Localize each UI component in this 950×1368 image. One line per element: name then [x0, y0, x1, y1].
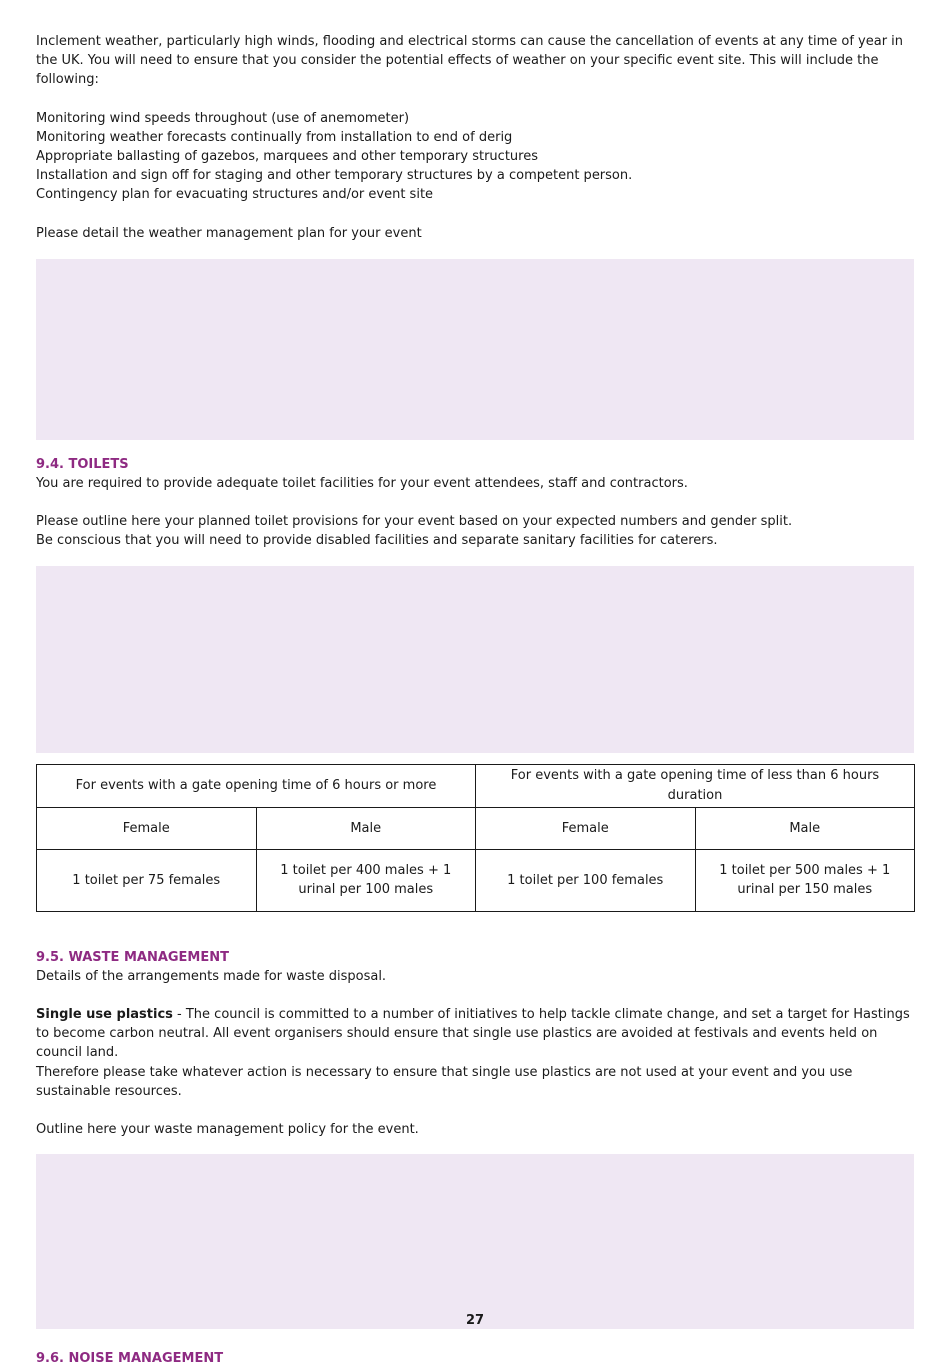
waste-plastics-paragraph — [36, 1005, 914, 1063]
table-cell: 1 toilet per 75 females — [37, 849, 257, 911]
weather-plan-field[interactable] — [36, 259, 914, 440]
table-group-header: For events with a gate opening time of less than 6 hours duration — [476, 764, 915, 807]
waste-intro: Details of the arrangements made for waste disposal. — [36, 968, 387, 984]
noise-heading: 9.6. NOISE MANAGEMENT — [36, 1351, 224, 1367]
table-cell: 1 toilet per 500 males + 1 urinal per 150 males — [695, 849, 915, 911]
table-row — [37, 849, 915, 911]
table-row — [37, 764, 915, 807]
weather-list-item: Contingency plan for evacuating structures and/or event site — [36, 187, 434, 203]
table-cell: 1 toilet per 400 males + 1 urinal per 100 males — [256, 849, 476, 911]
weather-list-item: Installation and sign off for staging and other temporary structures by a competent person. — [36, 168, 633, 184]
waste-policy-field[interactable] — [36, 1154, 914, 1329]
toilets-intro: You are required to provide adequate toilet facilities for your event attendees, staff and contractors. — [36, 476, 688, 492]
table-header-cell: Female — [476, 807, 696, 849]
toilets-heading: 9.4. TOILETS — [36, 456, 129, 472]
table-header-cell: Male — [695, 807, 915, 849]
table-row — [37, 807, 915, 849]
toilets-prompt: Please outline here your planned toilet provisions for your event based on your expected numbers and gender split. — [36, 514, 793, 530]
table-header-cell: Female — [37, 807, 257, 849]
table-cell: 1 toilet per 100 females — [476, 849, 696, 911]
weather-list-item: Monitoring weather forecasts continually from installation to end of derig — [36, 129, 513, 145]
weather-list-item: Appropriate ballasting of gazebos, marquees and other temporary structures — [36, 149, 538, 165]
weather-intro: Inclement weather, particularly high winds, flooding and electrical storms can cause the cancellation of events at any time of year in the UK. You will need to ensure that you consider the potential effects of weather on your specific event site. This will include the following: — [36, 34, 904, 88]
waste-plastics-action: Therefore please take whatever action is necessary to ensure that single use plastics are not used at your event and you use sustainable resources. — [36, 1064, 853, 1099]
plastics-label: Single use plastics — [36, 1007, 173, 1023]
toilets-prompt-note: Be conscious that you will need to provide disabled facilities and separate sanitary facilities for caterers. — [36, 533, 718, 549]
weather-list-item: Monitoring wind speeds throughout (use of anemometer) — [36, 110, 410, 126]
page-number: 27 — [465, 1313, 485, 1328]
waste-prompt: Outline here your waste management policy for the event. — [36, 1122, 419, 1138]
table-header-cell: Male — [256, 807, 476, 849]
waste-heading: 9.5. WASTE MANAGEMENT — [36, 949, 230, 965]
weather-prompt: Please detail the weather management plan for your event — [36, 225, 422, 241]
toilet-ratio-table — [36, 764, 915, 912]
table-group-header: For events with a gate opening time of 6 hours or more — [37, 764, 476, 807]
toilets-plan-field[interactable] — [36, 566, 914, 753]
page-content — [36, 32, 914, 1368]
plastics-text: - The council is committed to a number of initiatives to help tackle climate change, and set a target for Hastings to become carbon neutral. All event organisers should ensure that single use plastics are avoided at festivals and events held on council land. — [36, 1007, 910, 1061]
